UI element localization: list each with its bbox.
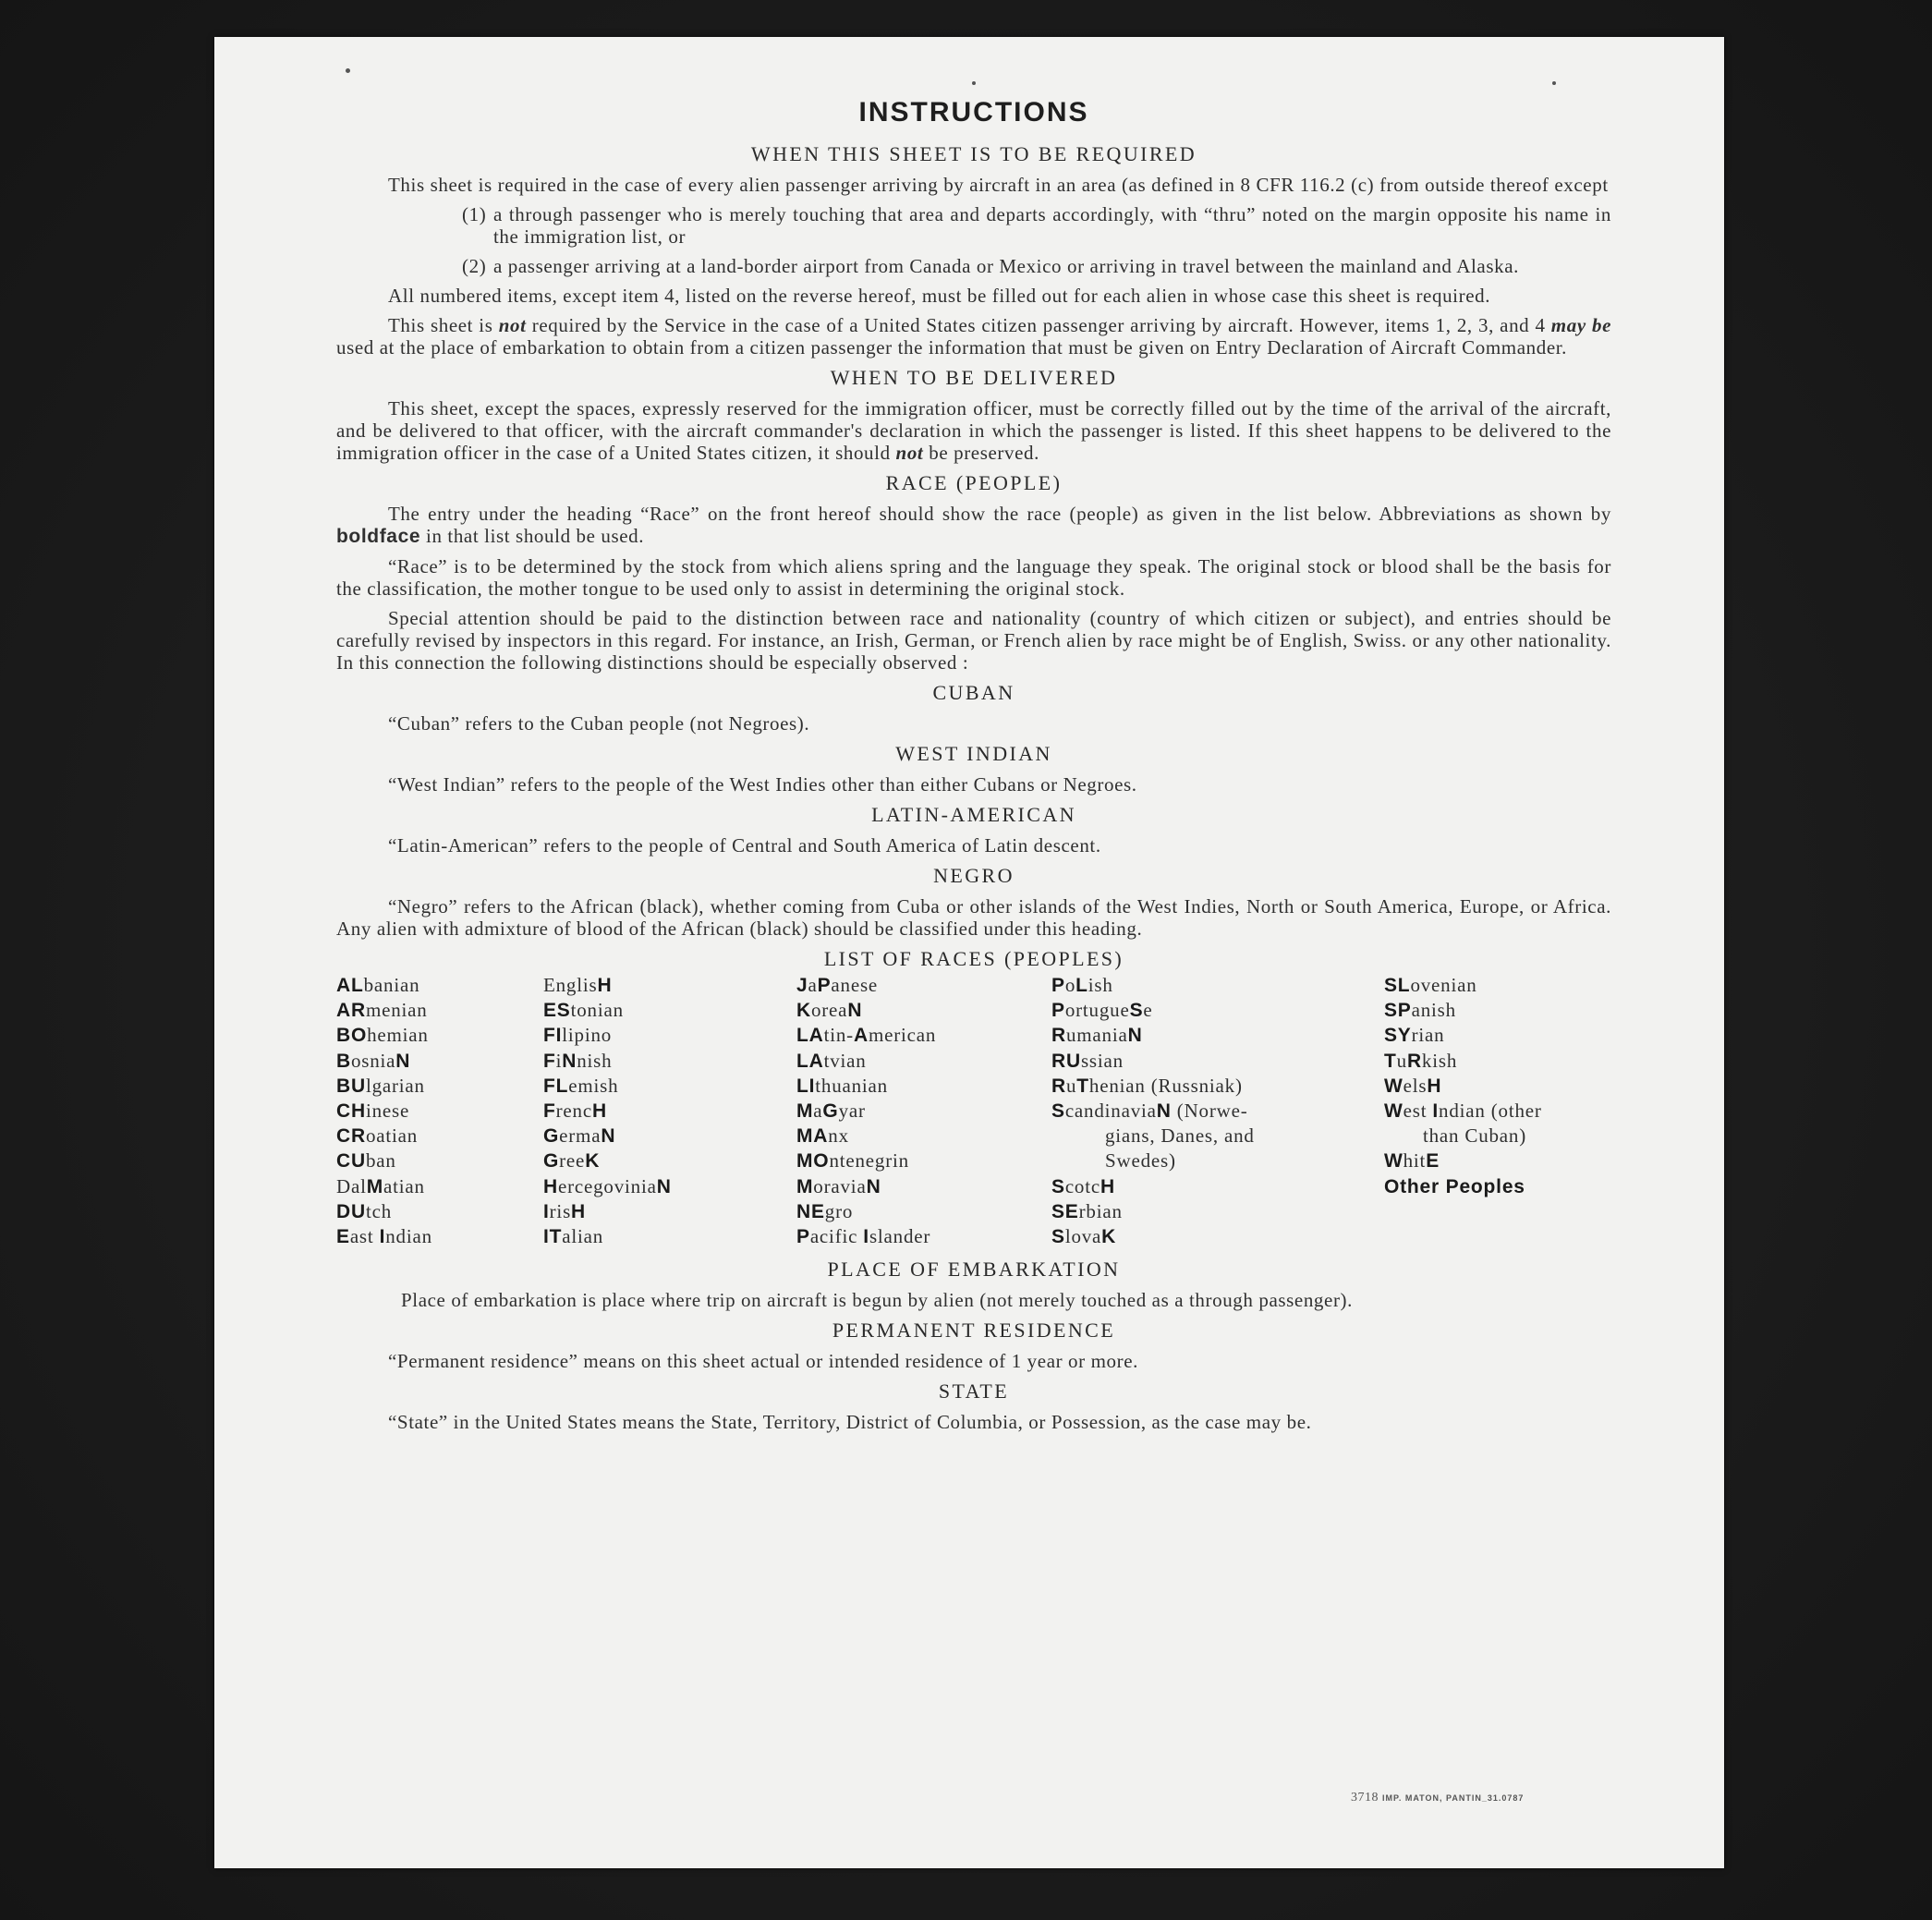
race-abbreviation: Other Peoples: [1384, 1175, 1525, 1197]
race-text: ris: [549, 1199, 572, 1222]
race-entry: [336, 1023, 432, 1048]
race-entry: [1384, 1074, 1542, 1099]
race-abbreviation: N: [1127, 1025, 1143, 1047]
race-abbreviation: BU: [336, 1075, 366, 1097]
race-text: ast: [349, 1225, 380, 1248]
race-abbreviation: H: [571, 1200, 587, 1222]
race-entry: [1051, 1023, 1255, 1048]
footer-printer-mark: [1351, 1791, 1524, 1805]
race-entry: [336, 1124, 432, 1148]
paragraph: “Latin-American” refers to the people of Central and South America of Latin descent.: [388, 834, 1101, 857]
race-text: kish: [1421, 1049, 1458, 1072]
race-entry: [796, 1224, 936, 1249]
race-entry: [1051, 1174, 1255, 1199]
race-abbreviation: J: [796, 975, 808, 996]
race-entry: [336, 973, 432, 998]
race-text: hit: [1403, 1149, 1427, 1173]
section-heading-race: RACE (PEOPLE): [885, 471, 1063, 494]
scan-speck: [1552, 81, 1556, 85]
race-abbreviation: R: [1051, 1025, 1066, 1047]
race-entry: [336, 1174, 432, 1199]
item-text: a through passenger who is merely touching that area and departs accordingly, with “thru” noted on the margin opposite his name in the immigration list, or: [493, 203, 1611, 248]
race-abbreviation: I: [543, 1200, 550, 1222]
race-entry: [543, 1099, 672, 1124]
race-entry: [1384, 1148, 1542, 1173]
race-abbreviation: A: [853, 1025, 869, 1047]
race-text: ndian: [385, 1225, 432, 1248]
race-text: Dal: [336, 1174, 367, 1197]
race-text: acific: [809, 1225, 864, 1248]
race-text: oravia: [813, 1174, 867, 1197]
race-text: rian: [1411, 1024, 1445, 1047]
race-text: osnia: [350, 1049, 396, 1072]
race-text: ndian (other: [1439, 1100, 1542, 1123]
race-text: nish: [577, 1049, 613, 1072]
race-abbreviation: B: [336, 1050, 351, 1072]
race-text: nx: [828, 1124, 849, 1148]
section-heading-delivered: WHEN TO BE DELIVERED: [830, 366, 1118, 389]
race-abbreviation: R: [1406, 1050, 1422, 1072]
paragraph: Special attention should be paid to the distinction between race and nationality (country of which citizen or subject), and entries should be carefully revised by inspectors in this regard. For instance, an Irish, German, or French alien by race might be of English, Swiss. or any other nationality. In this connection the following distinctions should be especially observed :: [336, 607, 1611, 674]
race-entry: [1051, 998, 1255, 1023]
race-abbreviation: SE: [1051, 1200, 1079, 1222]
race-abbreviation: E: [1426, 1150, 1440, 1173]
paragraph: This sheet is required in the case of every alien passenger arriving by aircraft in an area (as defined in 8 CFR 116.2 (c) from outside thereof except: [388, 174, 1609, 196]
race-abbreviation: P: [817, 975, 832, 996]
list-item: [462, 255, 1611, 277]
race-abbreviation: N: [866, 1175, 881, 1197]
race-text: ercegovinia: [557, 1174, 657, 1197]
race-abbreviation: MO: [796, 1150, 830, 1173]
race-abbreviation: W: [1384, 1150, 1403, 1173]
race-text: lova: [1064, 1225, 1102, 1248]
race-column-4: [1051, 973, 1255, 1249]
race-text: Englis: [543, 974, 598, 996]
race-abbreviation: N: [1156, 1100, 1172, 1123]
race-text: ree: [559, 1149, 586, 1173]
item-text: a passenger arriving at a land-border airport from Canada or Mexico or arriving in travel between the mainland and Alaska.: [493, 255, 1519, 277]
race-entry: [543, 1148, 672, 1173]
race-text: u: [1396, 1049, 1407, 1072]
race-abbreviation: MA: [796, 1125, 829, 1148]
race-text: alian: [562, 1225, 604, 1248]
race-text: than Cuban): [1423, 1124, 1527, 1148]
race-abbreviation: P: [1051, 1000, 1065, 1022]
race-entry: [1384, 1124, 1542, 1148]
race-entry: [796, 973, 936, 998]
document-title: INSTRUCTIONS: [858, 97, 1089, 128]
race-entry: [1384, 973, 1542, 998]
race-entry: [336, 998, 432, 1023]
race-entry: [796, 998, 936, 1023]
race-entry: [1051, 1199, 1255, 1224]
race-entry: [1384, 1049, 1542, 1074]
race-abbreviation: RU: [1051, 1050, 1081, 1072]
race-abbreviation: H: [1427, 1075, 1442, 1097]
item-number: (2): [462, 255, 487, 277]
race-abbreviation: M: [366, 1175, 384, 1197]
document-page: [214, 37, 1724, 1868]
race-text: gro: [824, 1199, 854, 1222]
race-entry: [336, 1049, 432, 1074]
race-text: rbian: [1078, 1199, 1123, 1222]
race-entry: [796, 1174, 936, 1199]
race-abbreviation: R: [1051, 1075, 1066, 1097]
paragraph: “Negro” refers to the African (black), whether coming from Cuba or other islands of the West Indies, North or South America, Europe, or Africa. Any alien with admixture of blood of the African (black) should be classified under this heading.: [336, 895, 1611, 940]
race-entry: [543, 973, 672, 998]
race-abbreviation: N: [601, 1125, 616, 1148]
race-text: atian: [383, 1174, 425, 1197]
race-entry: [1051, 1124, 1255, 1148]
race-text: slander: [869, 1225, 931, 1248]
race-text: ssian: [1080, 1049, 1124, 1072]
section-heading-state: STATE: [938, 1379, 1010, 1403]
race-abbreviation: I: [863, 1226, 869, 1248]
form-number: 3718: [1351, 1791, 1379, 1805]
race-text: i: [555, 1049, 563, 1072]
race-entry: [1051, 1148, 1255, 1173]
race-text: tch: [365, 1199, 392, 1222]
race-abbreviation: S: [1051, 1226, 1065, 1248]
race-entry: [543, 1074, 672, 1099]
race-entry: [1051, 1074, 1255, 1099]
race-abbreviation: CH: [336, 1100, 366, 1123]
race-text: els: [1403, 1074, 1428, 1097]
race-abbreviation: NE: [796, 1200, 825, 1222]
paragraph: This sheet, except the spaces, expressly reserved for the immigration officer, must be correctly filled out by the time of the arrival of the aircraft, and be delivered to that officer, with the aircraft commander's declaration in which the passenger is listed. If this sheet happens to be delivered to the immigration officer in the case of a United States citizen, it should not be preserved.: [336, 397, 1611, 464]
race-abbreviation: CR: [336, 1125, 366, 1148]
race-text: a: [808, 974, 818, 996]
paragraph: “West Indian” refers to the people of the West Indies other than either Cubans or Negroes.: [388, 773, 1137, 796]
race-text: tonian: [570, 999, 624, 1022]
race-abbreviation: FL: [543, 1075, 569, 1097]
race-text: ish: [1088, 974, 1113, 996]
section-heading-permanent-residence: PERMANENT RESIDENCE: [832, 1318, 1116, 1342]
race-abbreviation: N: [656, 1175, 672, 1197]
race-text: Swedes): [1105, 1149, 1176, 1173]
section-heading-list-of-races: LIST OF RACES (PEOPLES): [823, 947, 1124, 970]
race-text: umania: [1065, 1024, 1128, 1047]
race-column-5: [1384, 973, 1542, 1199]
race-text: henian (Russniak): [1088, 1074, 1243, 1097]
race-abbreviation: LI: [796, 1075, 816, 1097]
race-abbreviation: S: [1129, 1000, 1144, 1022]
race-abbreviation: N: [847, 1000, 863, 1022]
race-entry: [1384, 998, 1542, 1023]
race-text: orea: [810, 999, 848, 1022]
paragraph: “Permanent residence” means on this sheet actual or intended residence of 1 year or more.: [388, 1350, 1139, 1372]
race-text: inese: [365, 1100, 410, 1123]
race-text: o: [1064, 974, 1076, 996]
race-abbreviation: H: [543, 1175, 558, 1197]
race-text: oatian: [365, 1124, 419, 1148]
race-abbreviation: T: [1384, 1050, 1397, 1072]
race-abbreviation: ES: [543, 1000, 571, 1022]
race-entry: [336, 1199, 432, 1224]
race-column-3: [796, 973, 936, 1249]
race-abbreviation: G: [822, 1100, 839, 1123]
race-abbreviation: H: [591, 1100, 607, 1123]
paragraph: “Race” is to be determined by the stock from which aliens spring and the language they speak. The original stock or blood shall be the basis for the classification, the mother tongue to be used only to assist in determining the original stock.: [336, 555, 1611, 600]
race-abbreviation: L: [1075, 975, 1088, 996]
race-abbreviation: N: [395, 1050, 411, 1072]
document-content: [336, 94, 1611, 1440]
race-entry: [796, 1124, 936, 1148]
race-text: merican: [868, 1024, 937, 1047]
race-entry: [543, 1023, 672, 1048]
race-abbreviation: F: [543, 1050, 556, 1072]
race-entry: [1384, 1174, 1542, 1199]
race-abbreviation: CU: [336, 1150, 366, 1173]
race-entry: [543, 1199, 672, 1224]
race-text: ovenian: [1410, 974, 1477, 996]
race-text: menian: [365, 999, 428, 1022]
race-abbreviation: M: [796, 1100, 814, 1123]
race-abbreviation: AR: [336, 1000, 366, 1022]
race-entry: [1051, 1224, 1255, 1249]
paragraph: Place of embarkation is place where trip on aircraft is begun by alien (not merely touched as a through passenger).: [401, 1289, 1353, 1311]
race-abbreviation: S: [1051, 1100, 1065, 1123]
race-entry: [1384, 1099, 1542, 1124]
race-text: erma: [559, 1124, 601, 1148]
race-abbreviation: T: [1076, 1075, 1089, 1097]
race-column-1: [336, 973, 432, 1249]
race-entry: [336, 1148, 432, 1173]
race-entry: [1051, 1049, 1255, 1074]
race-abbreviation: P: [796, 1226, 810, 1248]
race-text: (Norwe-: [1171, 1100, 1248, 1123]
race-abbreviation: AL: [336, 975, 364, 996]
race-text: candinavia: [1064, 1100, 1157, 1123]
race-text: yar: [838, 1100, 866, 1123]
race-abbreviation: N: [562, 1050, 577, 1072]
section-heading-west-indian: WEST INDIAN: [895, 742, 1052, 765]
race-abbreviation: P: [1051, 975, 1065, 996]
race-entry: [1384, 1023, 1542, 1048]
scan-speck: [972, 81, 976, 85]
race-text: hemian: [367, 1024, 429, 1047]
race-list: [336, 973, 1611, 1250]
race-text: renc: [555, 1100, 592, 1123]
race-abbreviation: W: [1384, 1100, 1403, 1123]
race-abbreviation: DU: [336, 1200, 366, 1222]
race-text: anese: [831, 974, 879, 996]
race-text: lipino: [562, 1024, 613, 1047]
race-abbreviation: S: [1051, 1175, 1065, 1197]
race-abbreviation: SY: [1384, 1025, 1412, 1047]
race-abbreviation: F: [543, 1100, 556, 1123]
paragraph: “Cuban” refers to the Cuban people (not Negroes).: [388, 712, 810, 735]
race-entry: [796, 1049, 936, 1074]
race-text: emish: [568, 1074, 619, 1097]
section-heading-cuban: CUBAN: [932, 681, 1015, 704]
race-text: tin-: [823, 1024, 854, 1047]
race-entry: [796, 1099, 936, 1124]
race-text: gians, Danes, and: [1105, 1124, 1255, 1148]
race-text: ban: [365, 1149, 396, 1173]
paragraph: “State” in the United States means the State, Territory, District of Columbia, or Possession, as the case may be.: [388, 1411, 1312, 1433]
section-heading-embarkation: PLACE OF EMBARKATION: [827, 1258, 1121, 1281]
race-entry: [543, 1049, 672, 1074]
race-entry: [796, 1074, 936, 1099]
race-abbreviation: I: [1432, 1100, 1440, 1123]
race-abbreviation: H: [1100, 1175, 1115, 1197]
race-text: thuanian: [815, 1074, 888, 1097]
race-text: ntenegrin: [829, 1149, 909, 1173]
race-entry: [543, 998, 672, 1023]
paragraph: All numbered items, except item 4, listed on the reverse hereof, must be filled out for each alien in whose case this sheet is required.: [388, 285, 1491, 307]
race-abbreviation: BO: [336, 1025, 368, 1047]
race-text: tvian: [823, 1049, 867, 1072]
section-heading-negro: NEGRO: [933, 864, 1015, 887]
paragraph: This sheet is not required by the Service in the case of a United States citizen passenger arriving by aircraft. However, items 1, 2, 3, and 4 may be used at the place of embarkation to obtain from a citizen passenger the information that must be given on Entry Declaration of Aircraft Commander.: [336, 314, 1611, 358]
race-entry: [796, 1199, 936, 1224]
race-abbreviation: K: [585, 1150, 601, 1173]
item-number: (1): [462, 203, 487, 225]
race-text: banian: [363, 974, 420, 996]
race-abbreviation: E: [336, 1226, 350, 1248]
race-entry: [543, 1174, 672, 1199]
race-entry: [336, 1224, 432, 1249]
scan-speck: [346, 68, 350, 73]
race-text: cotc: [1064, 1174, 1100, 1197]
race-abbreviation: I: [379, 1226, 386, 1248]
printer-imprint: IMP. MATON, PANTIN_31.0787: [1382, 1793, 1525, 1803]
race-abbreviation: G: [543, 1150, 560, 1173]
race-text: u: [1065, 1074, 1077, 1097]
race-abbreviation: FI: [543, 1025, 563, 1047]
race-column-2: [543, 973, 672, 1249]
race-abbreviation: SL: [1384, 975, 1411, 996]
race-entry: [796, 1148, 936, 1173]
race-entry: [543, 1124, 672, 1148]
race-entry: [336, 1099, 432, 1124]
race-text: lgarian: [365, 1074, 425, 1097]
race-abbreviation: IT: [543, 1226, 563, 1248]
race-entry: [336, 1074, 432, 1099]
race-entry: [1051, 1099, 1255, 1124]
race-abbreviation: G: [543, 1125, 560, 1148]
race-abbreviation: SP: [1384, 1000, 1412, 1022]
race-entry: [796, 1023, 936, 1048]
paragraph: The entry under the heading “Race” on the front hereof should show the race (people) as given in the list below. Abbreviations as shown by boldface in that list should be used.: [336, 503, 1611, 547]
race-text: a: [813, 1100, 823, 1123]
race-entry: [543, 1224, 672, 1249]
race-abbreviation: LA: [796, 1050, 824, 1072]
race-text: anish: [1411, 999, 1456, 1022]
race-text: ortugue: [1064, 999, 1130, 1022]
race-abbreviation: M: [796, 1175, 814, 1197]
race-abbreviation: LA: [796, 1025, 824, 1047]
list-item: [462, 203, 1611, 248]
race-abbreviation: W: [1384, 1075, 1403, 1097]
race-abbreviation: H: [597, 975, 613, 996]
race-entry: [1051, 973, 1255, 998]
race-abbreviation: K: [796, 1000, 811, 1022]
section-heading-latin-american: LATIN-AMERICAN: [871, 803, 1076, 826]
race-abbreviation: K: [1101, 1226, 1117, 1248]
race-text: est: [1403, 1100, 1433, 1123]
section-heading-required: WHEN THIS SHEET IS TO BE REQUIRED: [750, 142, 1197, 165]
race-text: e: [1143, 999, 1153, 1022]
